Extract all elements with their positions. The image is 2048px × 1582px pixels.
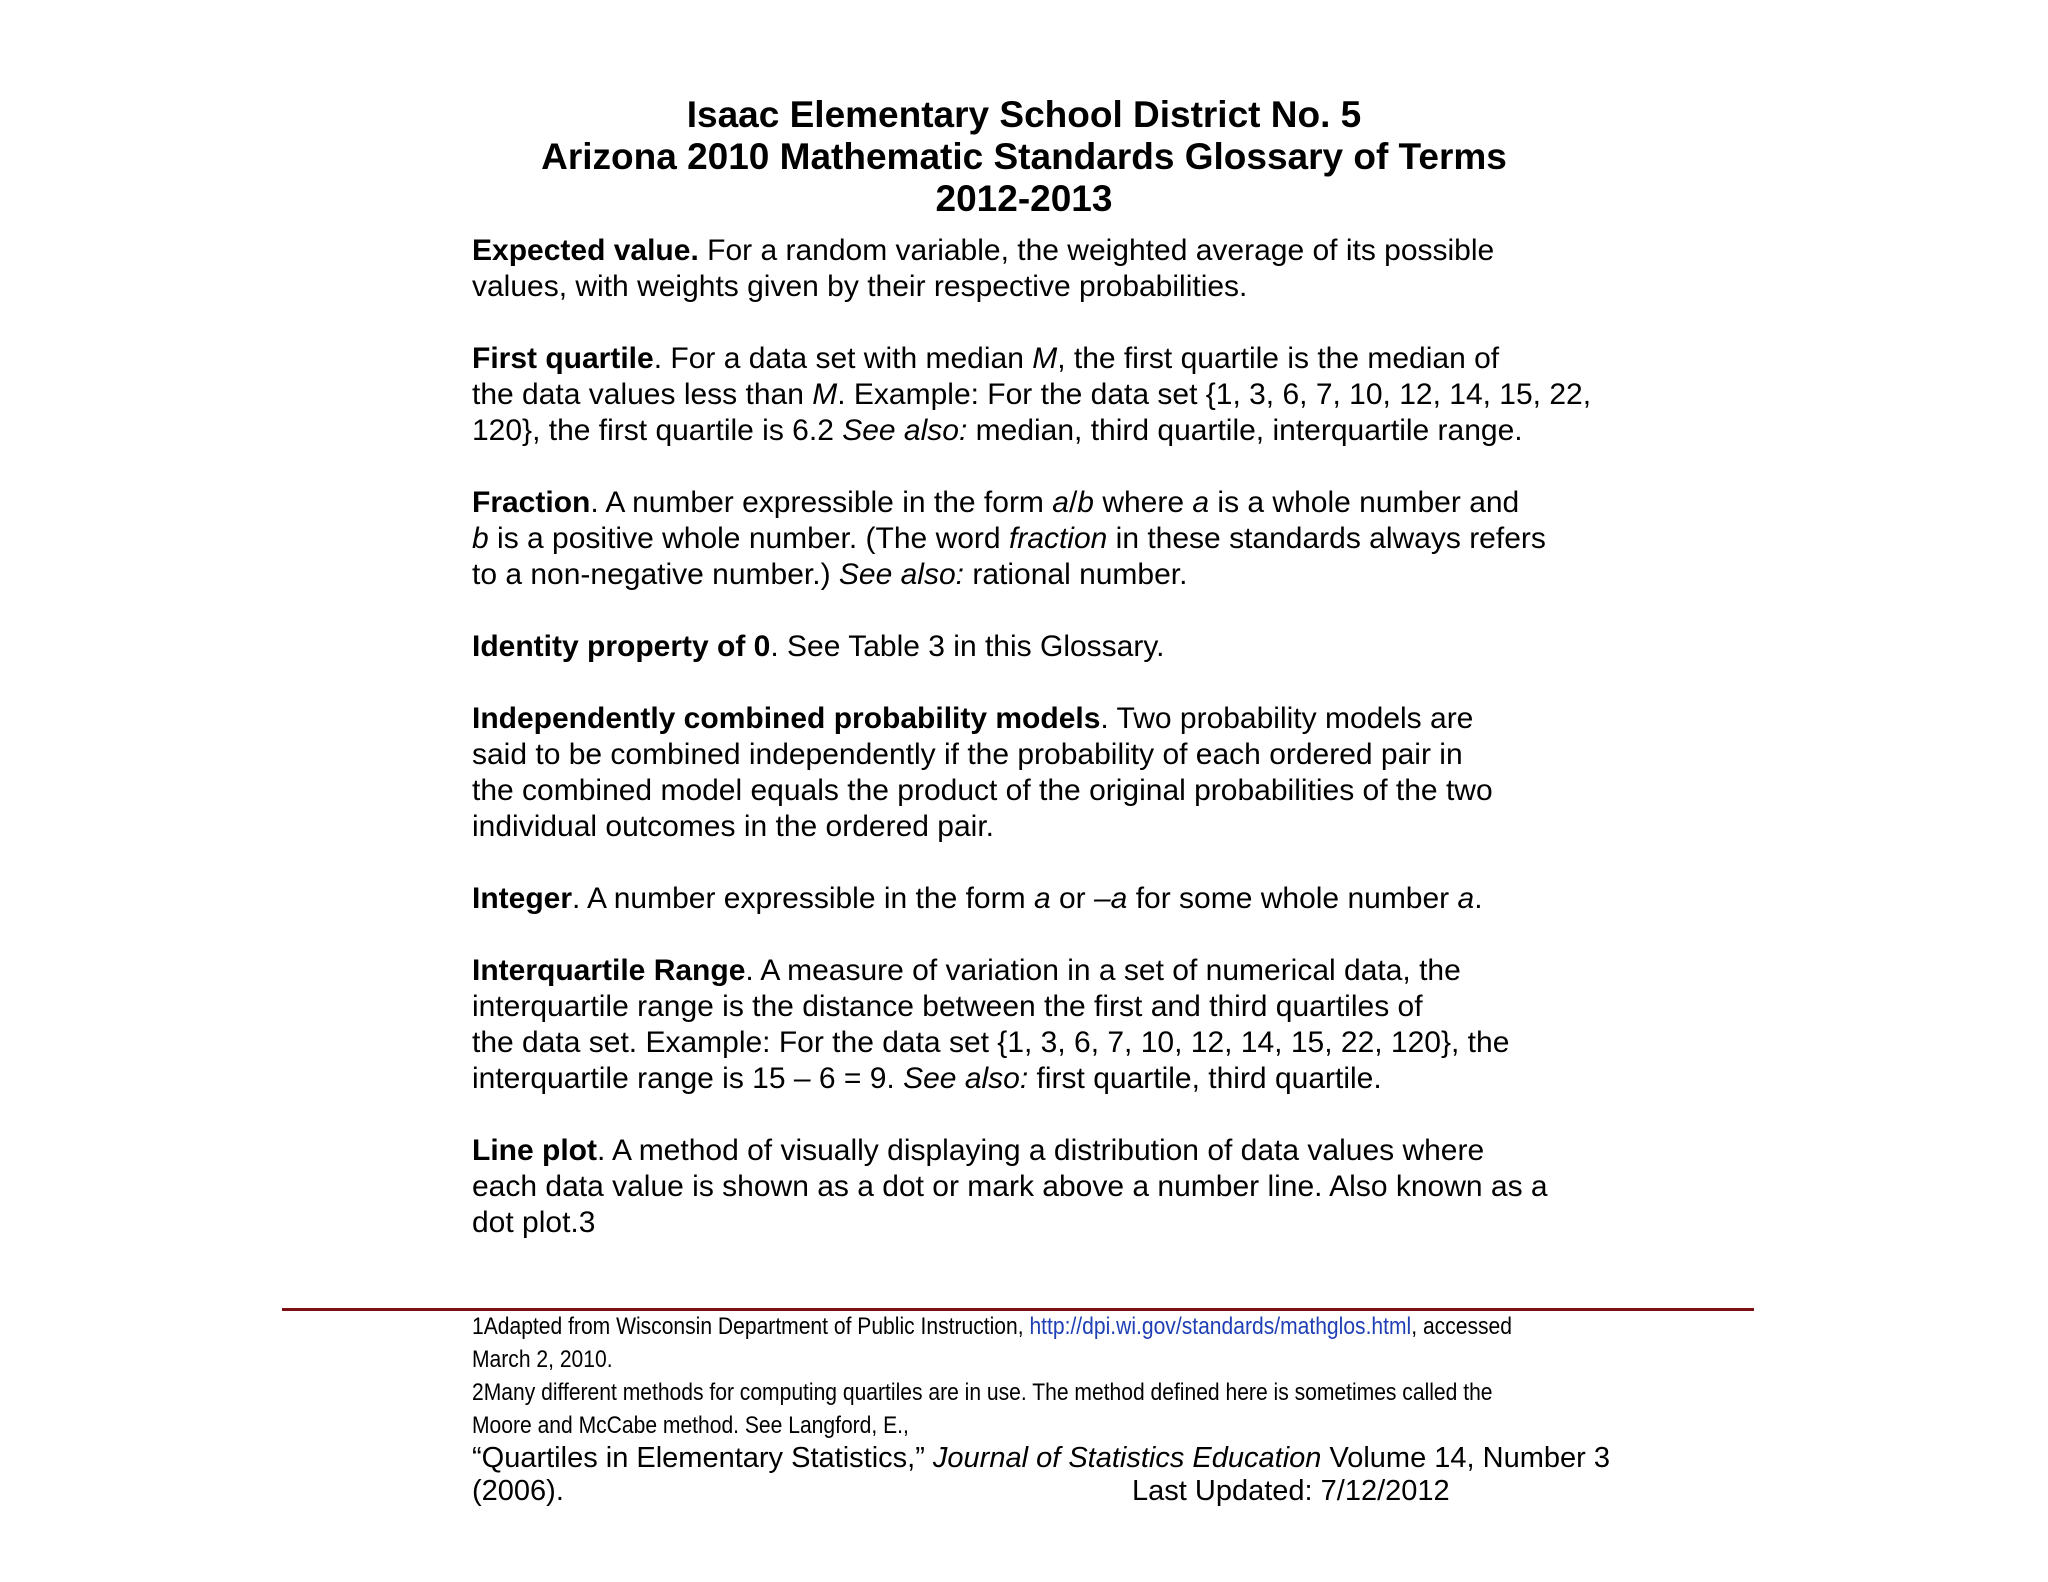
footnotes [472, 1310, 1772, 1508]
entry-first-quartile: First quartile. For a data set with median M, the first quartile is the median of the data values less than M. Example: For the data set {1, 3, 6, 7, 10, 12, 14, 15, 22, 120}, the first quartile is 6.2 See also: median, third quartile, interquartile range. [472, 342, 1592, 447]
glossary-body [472, 233, 1772, 1277]
term: Independently combined probability models [472, 702, 1101, 735]
footnote-link[interactable]: http://dpi.wi.gov/standards/mathglos.html [1029, 1313, 1412, 1340]
school-year: 2012-2013 [935, 178, 1113, 219]
term: Integer [472, 882, 573, 915]
entry-integer: Integer. A number expressible in the form a or –a for some whole number a. [472, 882, 1483, 915]
term: First quartile [472, 342, 654, 375]
footnote-1: 1Adapted from Wisconsin Department of Public Instruction, http://dpi.wi.gov/standards/mathglos.html, accessed [472, 1313, 1512, 1340]
footnote-2-cont: Moore and McCabe method. See Langford, E., [472, 1412, 909, 1439]
term: Line plot [472, 1134, 597, 1167]
footnote-2: 2Many different methods for computing quartiles are in use. The method defined here is sometimes called the [472, 1379, 1493, 1406]
footnote-1-cont: March 2, 2010. [472, 1346, 613, 1373]
term: Interquartile Range [472, 954, 746, 987]
entry-expected-value: Expected value. For a random variable, the weighted average of its possible values, with weights given by their respective probabilities. [472, 234, 1495, 303]
term: Expected value. [472, 234, 699, 267]
entry-interquartile-range: Interquartile Range. A measure of variation in a set of numerical data, the interquartile range is the distance between the first and third quartiles of the data set. Example: For the data set {1, 3, 6, 7, 10, 12, 14, 15, 22, 120}, the interquartile range is 15 – 6 = 9. See also: first quartile, third quartile. [472, 954, 1510, 1095]
district-title: Isaac Elementary School District No. 5 [686, 94, 1362, 135]
citation-year-line: (2006). Last Updated: 7/12/2012 [472, 1475, 1450, 1507]
last-updated: Last Updated: 7/12/2012 [1132, 1475, 1450, 1507]
entry-fraction: Fraction. A number expressible in the form a/b where a is a whole number and b is a positive whole number. (The word fraction in these standards always refers to a non-negative number.) See also: rational number. [472, 486, 1546, 591]
entry-identity-property: Identity property of 0. See Table 3 in this Glossary. [472, 630, 1165, 663]
citation: “Quartiles in Elementary Statistics,” Journal of Statistics Education Volume 14, Number 3 [472, 1442, 1610, 1474]
entry-line-plot: Line plot. A method of visually displaying a distribution of data values where each data value is shown as a dot or mark above a number line. Also known as a dot plot.3 [472, 1134, 1548, 1239]
glossary-title: Arizona 2010 Mathematic Standards Glossary of Terms [541, 136, 1507, 177]
term: Identity property of 0 [472, 630, 771, 663]
document-header [0, 94, 2048, 220]
entry-independent-models: Independently combined probability models. Two probability models are said to be combined independently if the probability of each ordered pair in the combined model equals the product of the original probabilities of the two individual outcomes in the ordered pair. [472, 702, 1493, 843]
term: Fraction [472, 486, 591, 519]
